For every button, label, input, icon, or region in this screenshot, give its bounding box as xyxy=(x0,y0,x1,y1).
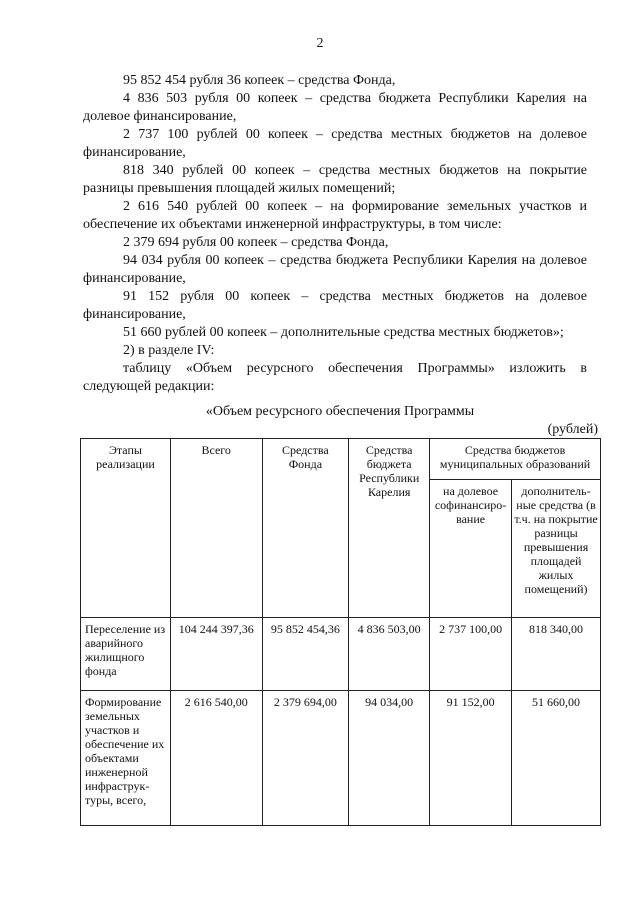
row-total: 2 616 540,00 xyxy=(170,691,262,826)
page-number: 2 xyxy=(316,36,324,51)
row-municipal-extra: 51 660,00 xyxy=(512,691,601,826)
table-header-row xyxy=(81,439,601,480)
row-republic: 4 836 503,00 xyxy=(349,618,430,691)
resource-table xyxy=(80,438,601,826)
table-title: «Объем ресурсного обеспечения Программы xyxy=(205,404,475,419)
header-municipal-share: на долевое софинансиро-вание xyxy=(430,480,512,618)
paragraph: 95 852 454 рубля 36 копеек – средства Фонда, xyxy=(123,73,396,88)
header-total: Всего xyxy=(170,439,262,618)
row-fund: 2 379 694,00 xyxy=(262,691,349,826)
paragraph: 2) в разделе IV: xyxy=(123,343,215,358)
paragraph: 2 737 100 рублей 00 копеек – средства местных бюджетов на долевое финансирование, xyxy=(83,127,587,160)
row-total: 104 244 397,36 xyxy=(170,618,262,691)
row-fund: 95 852 454,36 xyxy=(262,618,349,691)
header-republic: Средства бюджета Республики Карелия xyxy=(349,439,430,618)
row-republic: 94 034,00 xyxy=(349,691,430,826)
paragraph: 2 379 694 рубля 00 копеек – средства Фонда, xyxy=(123,235,389,250)
paragraph: 91 152 рубля 00 копеек – средства местных бюджетов на долевое финансирование, xyxy=(83,289,587,322)
units-label: (рублей) xyxy=(547,422,598,437)
document-body xyxy=(83,72,587,396)
row-municipal-share: 2 737 100,00 xyxy=(430,618,512,691)
row-municipal-extra: 818 340,00 xyxy=(512,618,601,691)
header-municipal: Средства бюджетов муниципальных образований xyxy=(430,439,601,480)
header-municipal-extra: дополнитель-ные средства (в т.ч. на покрытие разницы превышения площадей жилых помещений) xyxy=(512,480,601,618)
paragraph: 2 616 540 рублей 00 копеек – на формирование земельных участков и обеспечение их объектами инженерной инфраструктуры, в том числе: xyxy=(83,199,587,232)
paragraph: 4 836 503 рубля 00 копеек – средства бюджета Республики Карелия на долевое финансирование, xyxy=(83,91,587,124)
header-fund: Средства Фонда xyxy=(262,439,349,618)
table-row xyxy=(81,691,601,826)
paragraph: 51 660 рублей 00 копеек – дополнительные средства местных бюджетов»; xyxy=(123,325,564,340)
row-municipal-share: 91 152,00 xyxy=(430,691,512,826)
paragraph: 818 340 рублей 00 копеек – средства местных бюджетов на покрытие разницы превышения площадей жилых помещений; xyxy=(83,163,587,196)
row-stage: Формирование земельных участков и обеспечение их объектами инженерной инфраструк-туры, всего, xyxy=(81,691,171,826)
paragraph: таблицу «Объем ресурсного обеспечения Программы» изложить в следующей редакции: xyxy=(83,361,587,394)
header-stages: Этапы реализации xyxy=(81,439,171,618)
table-row xyxy=(81,618,601,691)
row-stage: Переселение из аварийного жилищного фонда xyxy=(81,618,171,691)
paragraph: 94 034 рубля 00 копеек – средства бюджета Республики Карелия на долевое финансирование, xyxy=(83,253,587,286)
